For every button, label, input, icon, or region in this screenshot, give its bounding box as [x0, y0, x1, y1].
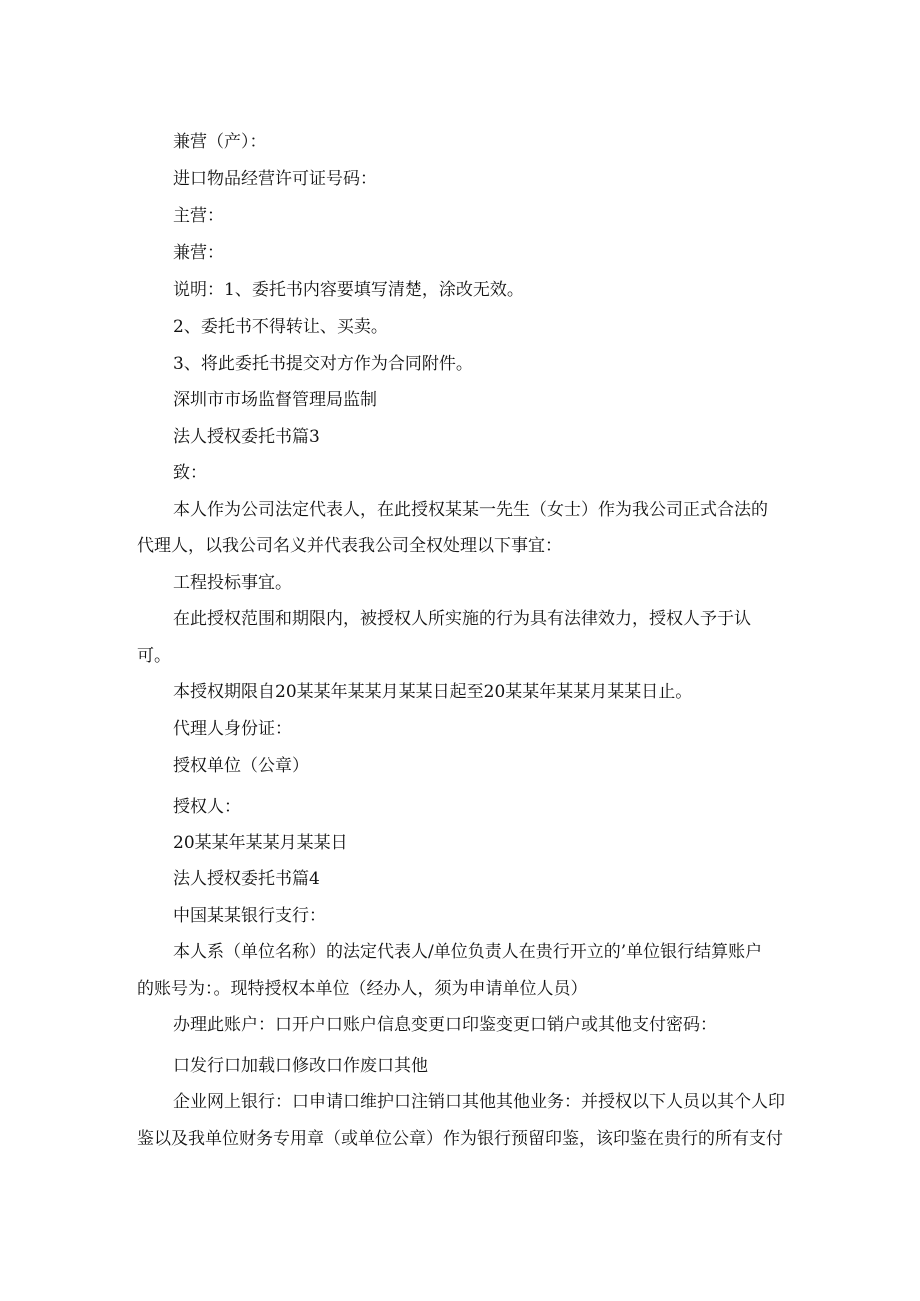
text-line-bidding-matters: 工程投标事宜。: [173, 573, 292, 593]
section-heading-3: 法人授权委托书篇3: [173, 427, 320, 447]
text-line-agent-id: 代理人身份证：: [173, 719, 292, 739]
paragraph-bank-line-2: 的账号为：。现特授权本单位（经办人，须为申请单位人员）: [137, 979, 588, 999]
text-line-main-business: 主营：: [173, 206, 224, 226]
section-heading-4: 法人授权委托书篇4: [173, 869, 320, 889]
text-line-date: 20某某年某某月某某日: [173, 833, 348, 853]
text-line-import-license-number: 进口物品经营许可证号码：: [173, 169, 377, 189]
paragraph-online-banking-line-2: 鉴以及我单位财务专用章（或单位公章）作为银行预留印鉴，该印鉴在贵行的所有支付: [137, 1129, 783, 1149]
paragraph-online-banking-line-1: 企业网上银行：口申请口维护口注销口其他其他业务：并授权以下人员以其个人印: [173, 1092, 785, 1112]
text-line-issuer: 深圳市市场监督管理局监制: [173, 390, 377, 410]
text-line-concurrent-business: 兼营：: [173, 243, 224, 263]
paragraph-scope-line-2: 可。: [137, 646, 171, 666]
text-line-account-operations: 办理此账户：口开户口账户信息变更口印鉴变更口销户或其他支付密码：: [173, 1015, 717, 1035]
text-line-note-1: 说明：1、委托书内容要填写清楚，涂改无效。: [173, 280, 524, 300]
text-line-authorizing-unit-seal: 授权单位（公章）: [173, 756, 309, 776]
text-line-password-options: 口发行口加载口修改口作废口其他: [173, 1056, 428, 1076]
text-line-authorizer: 授权人：: [173, 797, 241, 817]
paragraph-authorization-line-2: 代理人，以我公司名义并代表我公司全权处理以下事宜：: [137, 536, 562, 556]
paragraph-scope-line-1: 在此授权范围和期限内，被授权人所实施的行为具有法律效力，授权人予于认: [173, 609, 751, 629]
text-line-note-2: 2、委托书不得转让、买卖。: [173, 317, 388, 337]
paragraph-bank-line-1: 本人系（单位名称）的法定代表人/单位负责人在贵行开立的’单位银行结算账户: [173, 942, 763, 962]
text-line-note-3: 3、将此委托书提交对方作为合同附件。: [173, 354, 473, 374]
text-line-authorization-period: 本授权期限自20某某年某某月某某日起至20某某年某某月某某日止。: [173, 682, 693, 702]
text-line-bank-branch: 中国某某银行支行：: [173, 906, 326, 926]
paragraph-authorization-line-1: 本人作为公司法定代表人，在此授权某某一先生（女士）作为我公司正式合法的: [173, 500, 768, 520]
text-line-to: 致：: [173, 463, 207, 483]
text-line-concurrent-business-production: 兼营（产）：: [173, 132, 267, 152]
